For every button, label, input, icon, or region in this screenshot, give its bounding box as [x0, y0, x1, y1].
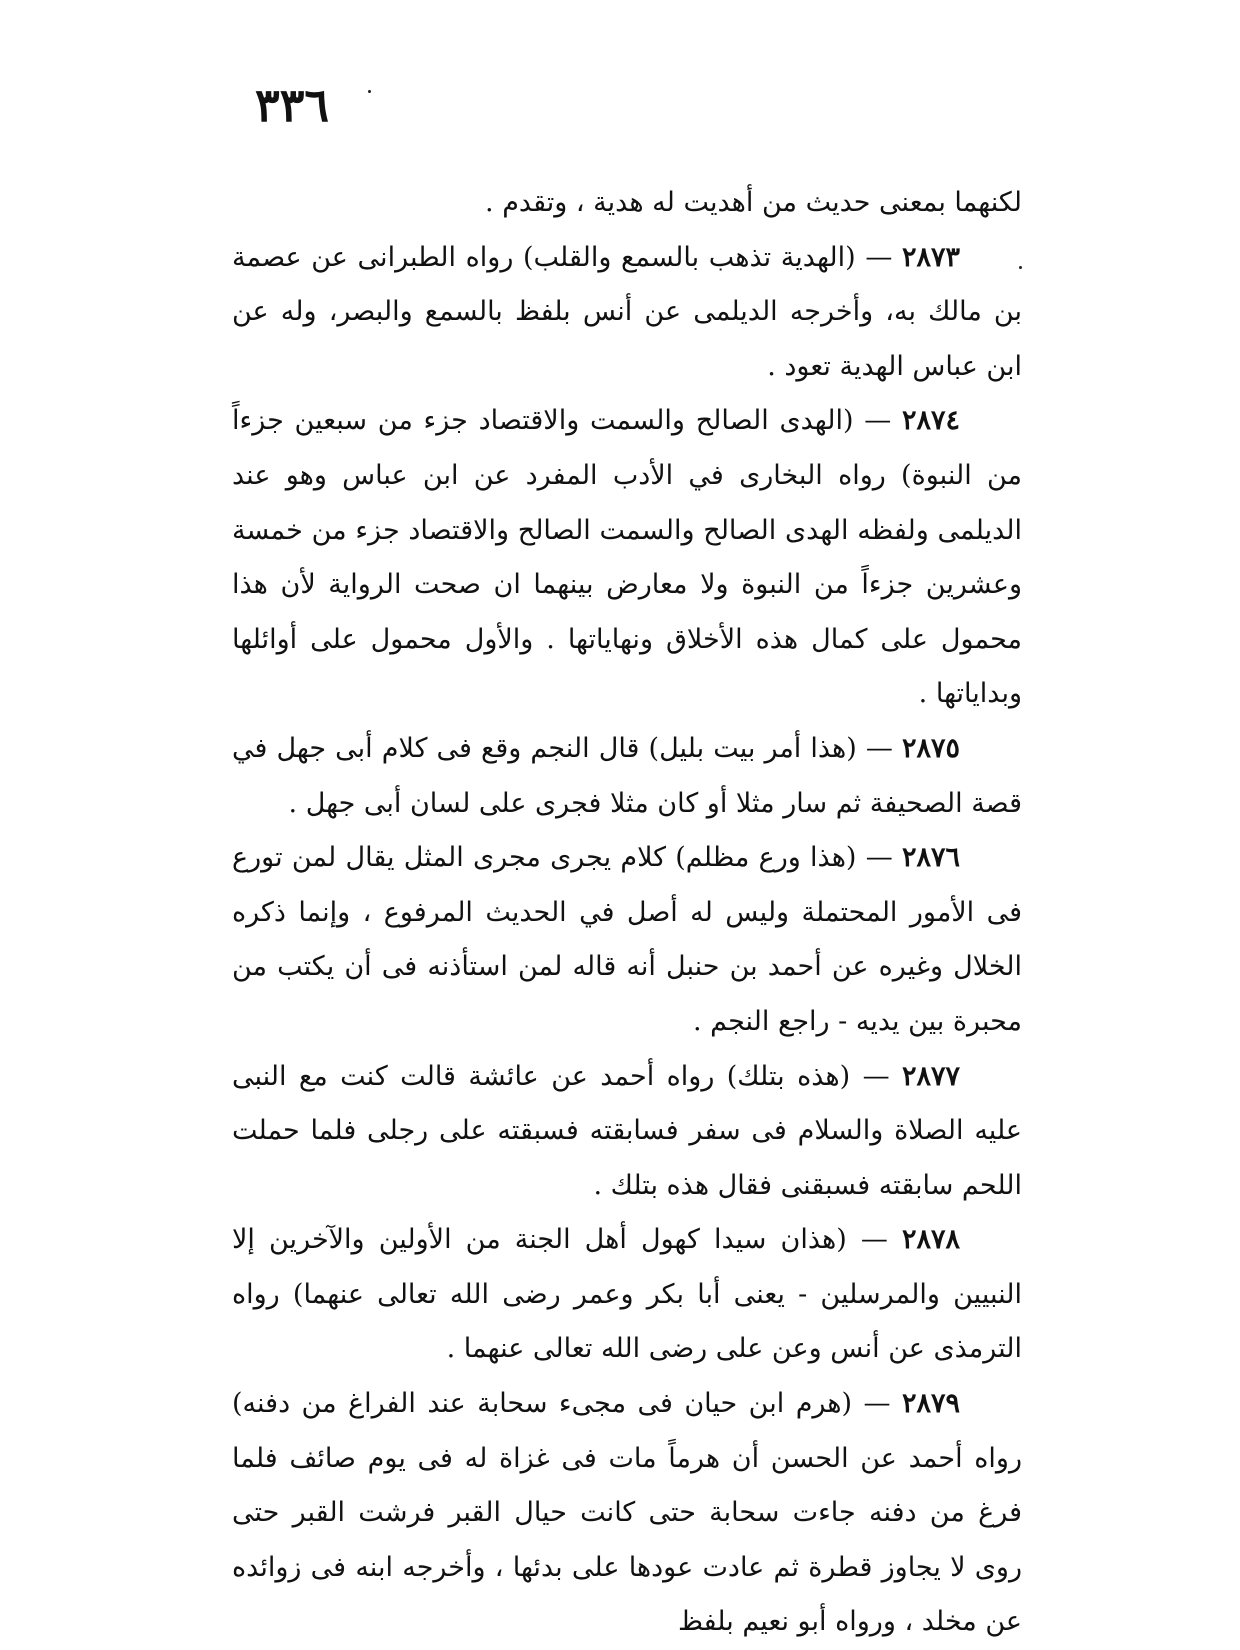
main-text	[232, 176, 1022, 1650]
entry-number: ٢٨٧٩	[901, 1388, 960, 1420]
entry-2873: ٢٨٧٣ — (الهدية تذهب بالسمع والقلب) رواه الطبرانى عن عصمة بن مالك به، وأخرجه الديلمى عن أنس بلفظ بالسمع والبصر، وله عن ابن عباس الهدية تعود .	[232, 241, 1022, 382]
entry-text: (الهدى الصالح والسمت والاقتصاد جزء من سبعين جزءاً من النبوة) رواه البخارى في الأدب المفرد عن ابن عباس وهو عند الديلمى ولفظه الهدى الصالح والسمت الصالح والاقتصاد جزء من خمسة وعشرين جزءاً من النبوة ولا معارض بينهما ان صحت الرواية لأن هذا محمول على كمال هذه الأخلاق ونهاياتها . والأول محمول على أوائلها وبداياتها .	[232, 405, 1022, 710]
entry-2879: ٢٨٧٩ — (هرم ابن حيان فى مجىء سحابة عند الفراغ من دفنه) رواه أحمد عن الحسن أن هرماً مات فى غزاة له فى يوم صائف فلما فرغ من دفنه جاءت سحابة حتى كانت حيال القبر فرشت القبر حتى روى لا يجاوز قطرة ثم عادت عودها على بدئها ، وأخرجه ابنه فى زوائده عن مخلد ، ورواه أبو نعيم بلفظ	[232, 1388, 1022, 1638]
entry-2878: ٢٨٧٨ — (هذان سيدا كهول أهل الجنة من الأولين والآخرين إلا النبيين والمرسلين - يعنى أبا بكر وعمر رضى الله تعالى عنهما) رواه الترمذى عن أنس وعن على رضى الله تعالى عنهما .	[232, 1224, 1022, 1365]
entry-2876: ٢٨٧٦ — (هذا ورع مظلم) كلام يجرى مجرى المثل يقال لمن تورع فى الأمور المحتملة وليس له أصل في الحديث المرفوع ، وإنما ذكره الخلال وغيره عن أحمد بن حنبل أنه قاله لمن استأذنه فى أن يكتب من محبرة بين يديه - راجع النجم .	[232, 842, 1022, 1037]
page-number: ٣٣٦	[255, 78, 330, 132]
entry-text: (الهدية تذهب بالسمع والقلب) رواه الطبرانى عن عصمة بن مالك به، وأخرجه الديلمى عن أنس بلفظ بالسمع والبصر، وله عن ابن عباس الهدية تعود .	[232, 241, 1022, 382]
entry-number: ٢٨٧٤	[901, 405, 960, 437]
entry-number: ٢٨٧٦	[901, 842, 960, 874]
entry-number: ٢٨٧٥	[901, 732, 960, 764]
entry-text: (هذا أمر بيت بليل) قال النجم وقع فى كلام أبى جهل في قصة الصحيفة ثم سار مثلا أو كان مثلا فجرى على لسان أبى جهل .	[232, 732, 1022, 819]
ink-speck	[368, 90, 371, 93]
entry-number: ٢٨٧٣	[901, 241, 960, 273]
paragraph-text: لكنهما بمعنى حديث من أهديت له هدية ، وتقدم .	[485, 187, 1022, 218]
entry-text: (هذا ورع مظلم) كلام يجرى مجرى المثل يقال لمن تورع فى الأمور المحتملة وليس له أصل في الحديث المرفوع ، وإنما ذكره الخلال وغيره عن أحمد بن حنبل أنه قاله لمن استأذنه فى أن يكتب من محبرة بين يديه - راجع النجم .	[232, 842, 1022, 1037]
entry-2875: ٢٨٧٥ — (هذا أمر بيت بليل) قال النجم وقع فى كلام أبى جهل في قصة الصحيفة ثم سار مثلا أو كان مثلا فجرى على لسان أبى جهل .	[232, 732, 1022, 819]
entry-text: (هرم ابن حيان فى مجىء سحابة عند الفراغ من دفنه) رواه أحمد عن الحسن أن هرماً مات فى غزاة له فى يوم صائف فلما فرغ من دفنه جاءت سحابة حتى كانت حيال القبر فرشت القبر حتى روى لا يجاوز قطرة ثم عادت عودها على بدئها ، وأخرجه ابنه فى زوائده عن مخلد ، ورواه أبو نعيم بلفظ	[232, 1388, 1022, 1638]
entry-2877: ٢٨٧٧ — (هذه بتلك) رواه أحمد عن عائشة قالت كنت مع النبى عليه الصلاة والسلام فى سفر فسابقته فسبقته على رجلى فلما حملت اللحم سابقته فسبقنى فقال هذه بتلك .	[232, 1060, 1022, 1201]
entry-2874: ٢٨٧٤ — (الهدى الصالح والسمت والاقتصاد جزء من سبعين جزءاً من النبوة) رواه البخارى في الأدب المفرد عن ابن عباس وهو عند الديلمى ولفظه الهدى الصالح والسمت الصالح والاقتصاد جزء من خمسة وعشرين جزءاً من النبوة ولا معارض بينهما ان صحت الرواية لأن هذا محمول على كمال هذه الأخلاق ونهاياتها . والأول محمول على أوائلها وبداياتها .	[232, 405, 1022, 710]
paragraph-continuation	[232, 176, 1022, 231]
entry-number: ٢٨٧٨	[901, 1224, 960, 1256]
entry-text: (هذه بتلك) رواه أحمد عن عائشة قالت كنت مع النبى عليه الصلاة والسلام فى سفر فسابقته فسبقته على رجلى فلما حملت اللحم سابقته فسبقنى فقال هذه بتلك .	[232, 1060, 1022, 1201]
entry-number: ٢٨٧٧	[902, 1060, 961, 1092]
entry-text: (هذان سيدا كهول أهل الجنة من الأولين والآخرين إلا النبيين والمرسلين - يعنى أبا بكر وعمر رضى الله تعالى عنهما) رواه الترمذى عن أنس وعن على رضى الله تعالى عنهما .	[232, 1224, 1022, 1365]
